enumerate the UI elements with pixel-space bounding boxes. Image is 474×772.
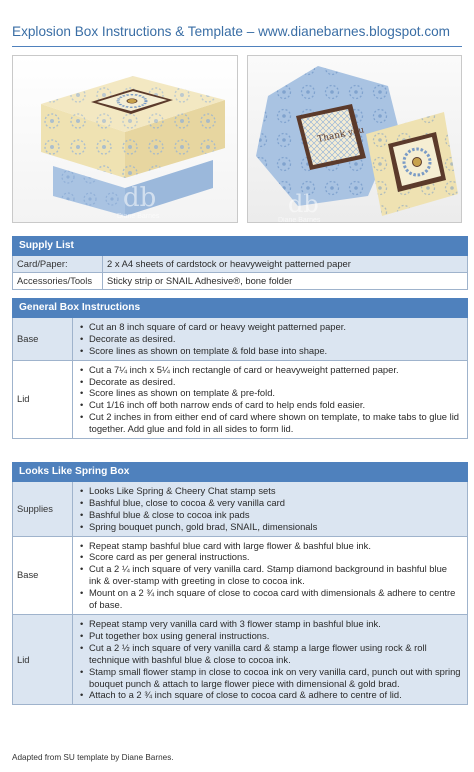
table-row	[13, 360, 468, 438]
table-row	[13, 272, 468, 289]
list-item: • Stamp small flower stamp in close to cocoa ink on very vanilla card, punch out with spring bouquet punch & attach to large flower piece with dimensional & gold brad.	[79, 666, 461, 690]
supply-label-tools: Accessories/Tools	[13, 272, 103, 289]
list-item: • Put together box using general instructions.	[79, 630, 461, 642]
general-heading: General Box Instructions	[13, 299, 468, 318]
spring-supplies-list	[77, 484, 463, 534]
list-item: • Decorate as desired.	[79, 333, 461, 345]
supply-list-heading: Supply List	[13, 237, 468, 256]
supply-label-card: Card/Paper:	[13, 255, 103, 272]
list-item: • Score lines as shown on template & fold base into shape.	[79, 345, 461, 357]
page-title: Explosion Box Instructions & Template – www.dianebarnes.blogspot.com	[12, 24, 451, 39]
table-row	[13, 536, 468, 614]
title-underline	[12, 46, 462, 47]
general-base-label: Base	[13, 317, 73, 360]
list-item: • Cut an 8 inch square of card or heavy weight patterned paper.	[79, 321, 461, 333]
spring-lid-label: Lid	[13, 614, 73, 704]
left-photo-credit: Diane Barnes	[117, 213, 160, 220]
spring-heading: Looks Like Spring Box	[13, 463, 468, 482]
left-photo-watermark: db	[123, 183, 157, 213]
table-row	[13, 481, 468, 536]
supply-value-tools: Sticky strip or SNAIL Adhesive®, bone folder	[103, 272, 468, 289]
right-photo-credit: Diane Barnes	[278, 217, 321, 223]
general-base-list	[77, 320, 463, 358]
list-item: • Attach to a 2 ¾ inch square of close to cocoa card & adhere to centre of lid.	[79, 689, 461, 701]
closed-box-photo	[12, 55, 238, 223]
general-instructions-table	[12, 298, 468, 439]
table-row	[13, 255, 468, 272]
spring-lid-list	[77, 617, 463, 702]
list-item: • Spring bouquet punch, gold brad, SNAIL, dimensionals	[79, 521, 461, 533]
table-row	[13, 614, 468, 704]
open-box-photo	[247, 55, 462, 223]
list-item: • Repeat stamp bashful blue card with large flower & bashful blue ink.	[79, 540, 461, 552]
list-item: • Cut 1/16 inch off both narrow ends of card to help ends fold easier.	[79, 399, 461, 411]
supply-value-card: 2 x A4 sheets of cardstock or heavyweight patterned paper	[103, 255, 468, 272]
general-lid-label: Lid	[13, 360, 73, 438]
spring-base-label: Base	[13, 536, 73, 614]
list-item: • Bashful blue, close to cocoa & very vanilla card	[79, 497, 461, 509]
spring-base-list	[77, 539, 463, 612]
footer-credit: Adapted from SU template by Diane Barnes.	[12, 753, 174, 762]
list-item: • Cut a 2 ½ inch square of very vanilla card & stamp a large flower using rock & roll technique with bashful blue & close to cocoa ink.	[79, 642, 461, 666]
spring-supplies-label: Supplies	[13, 481, 73, 536]
greeting-text: Thank you	[316, 125, 366, 145]
list-item: • Decorate as desired.	[79, 376, 461, 388]
list-item: • Looks Like Spring & Cheery Chat stamp sets	[79, 485, 461, 497]
table-row	[13, 317, 468, 360]
list-item: • Cut a 2 ¼ inch square of very vanilla card. Stamp diamond background in bashful blue ink & over-stamp with greeting in close to cocoa ink.	[79, 563, 461, 587]
supply-list-table	[12, 236, 468, 290]
list-item: • Mount on a 2 ¾ inch square of close to cocoa card with dimensionals & adhere to centre of base.	[79, 587, 461, 611]
list-item: • Score lines as shown on template & pre-fold.	[79, 387, 461, 399]
general-lid-list	[77, 363, 463, 436]
list-item: • Score card as per general instructions.	[79, 551, 461, 563]
list-item: • Bashful blue & close to cocoa ink pads	[79, 509, 461, 521]
spring-box-table	[12, 462, 468, 705]
list-item: • Cut 2 inches in from either end of card where shown on template, to make tabs to glue lid together. Add glue and fold in all sides to form lid.	[79, 411, 461, 435]
right-photo-watermark: db	[288, 190, 319, 218]
list-item: • Repeat stamp very vanilla card with 3 flower stamp in bashful blue ink.	[79, 618, 461, 630]
list-item: • Cut a 7¼ inch x 5¼ inch rectangle of card or heavyweight patterned paper.	[79, 364, 461, 376]
